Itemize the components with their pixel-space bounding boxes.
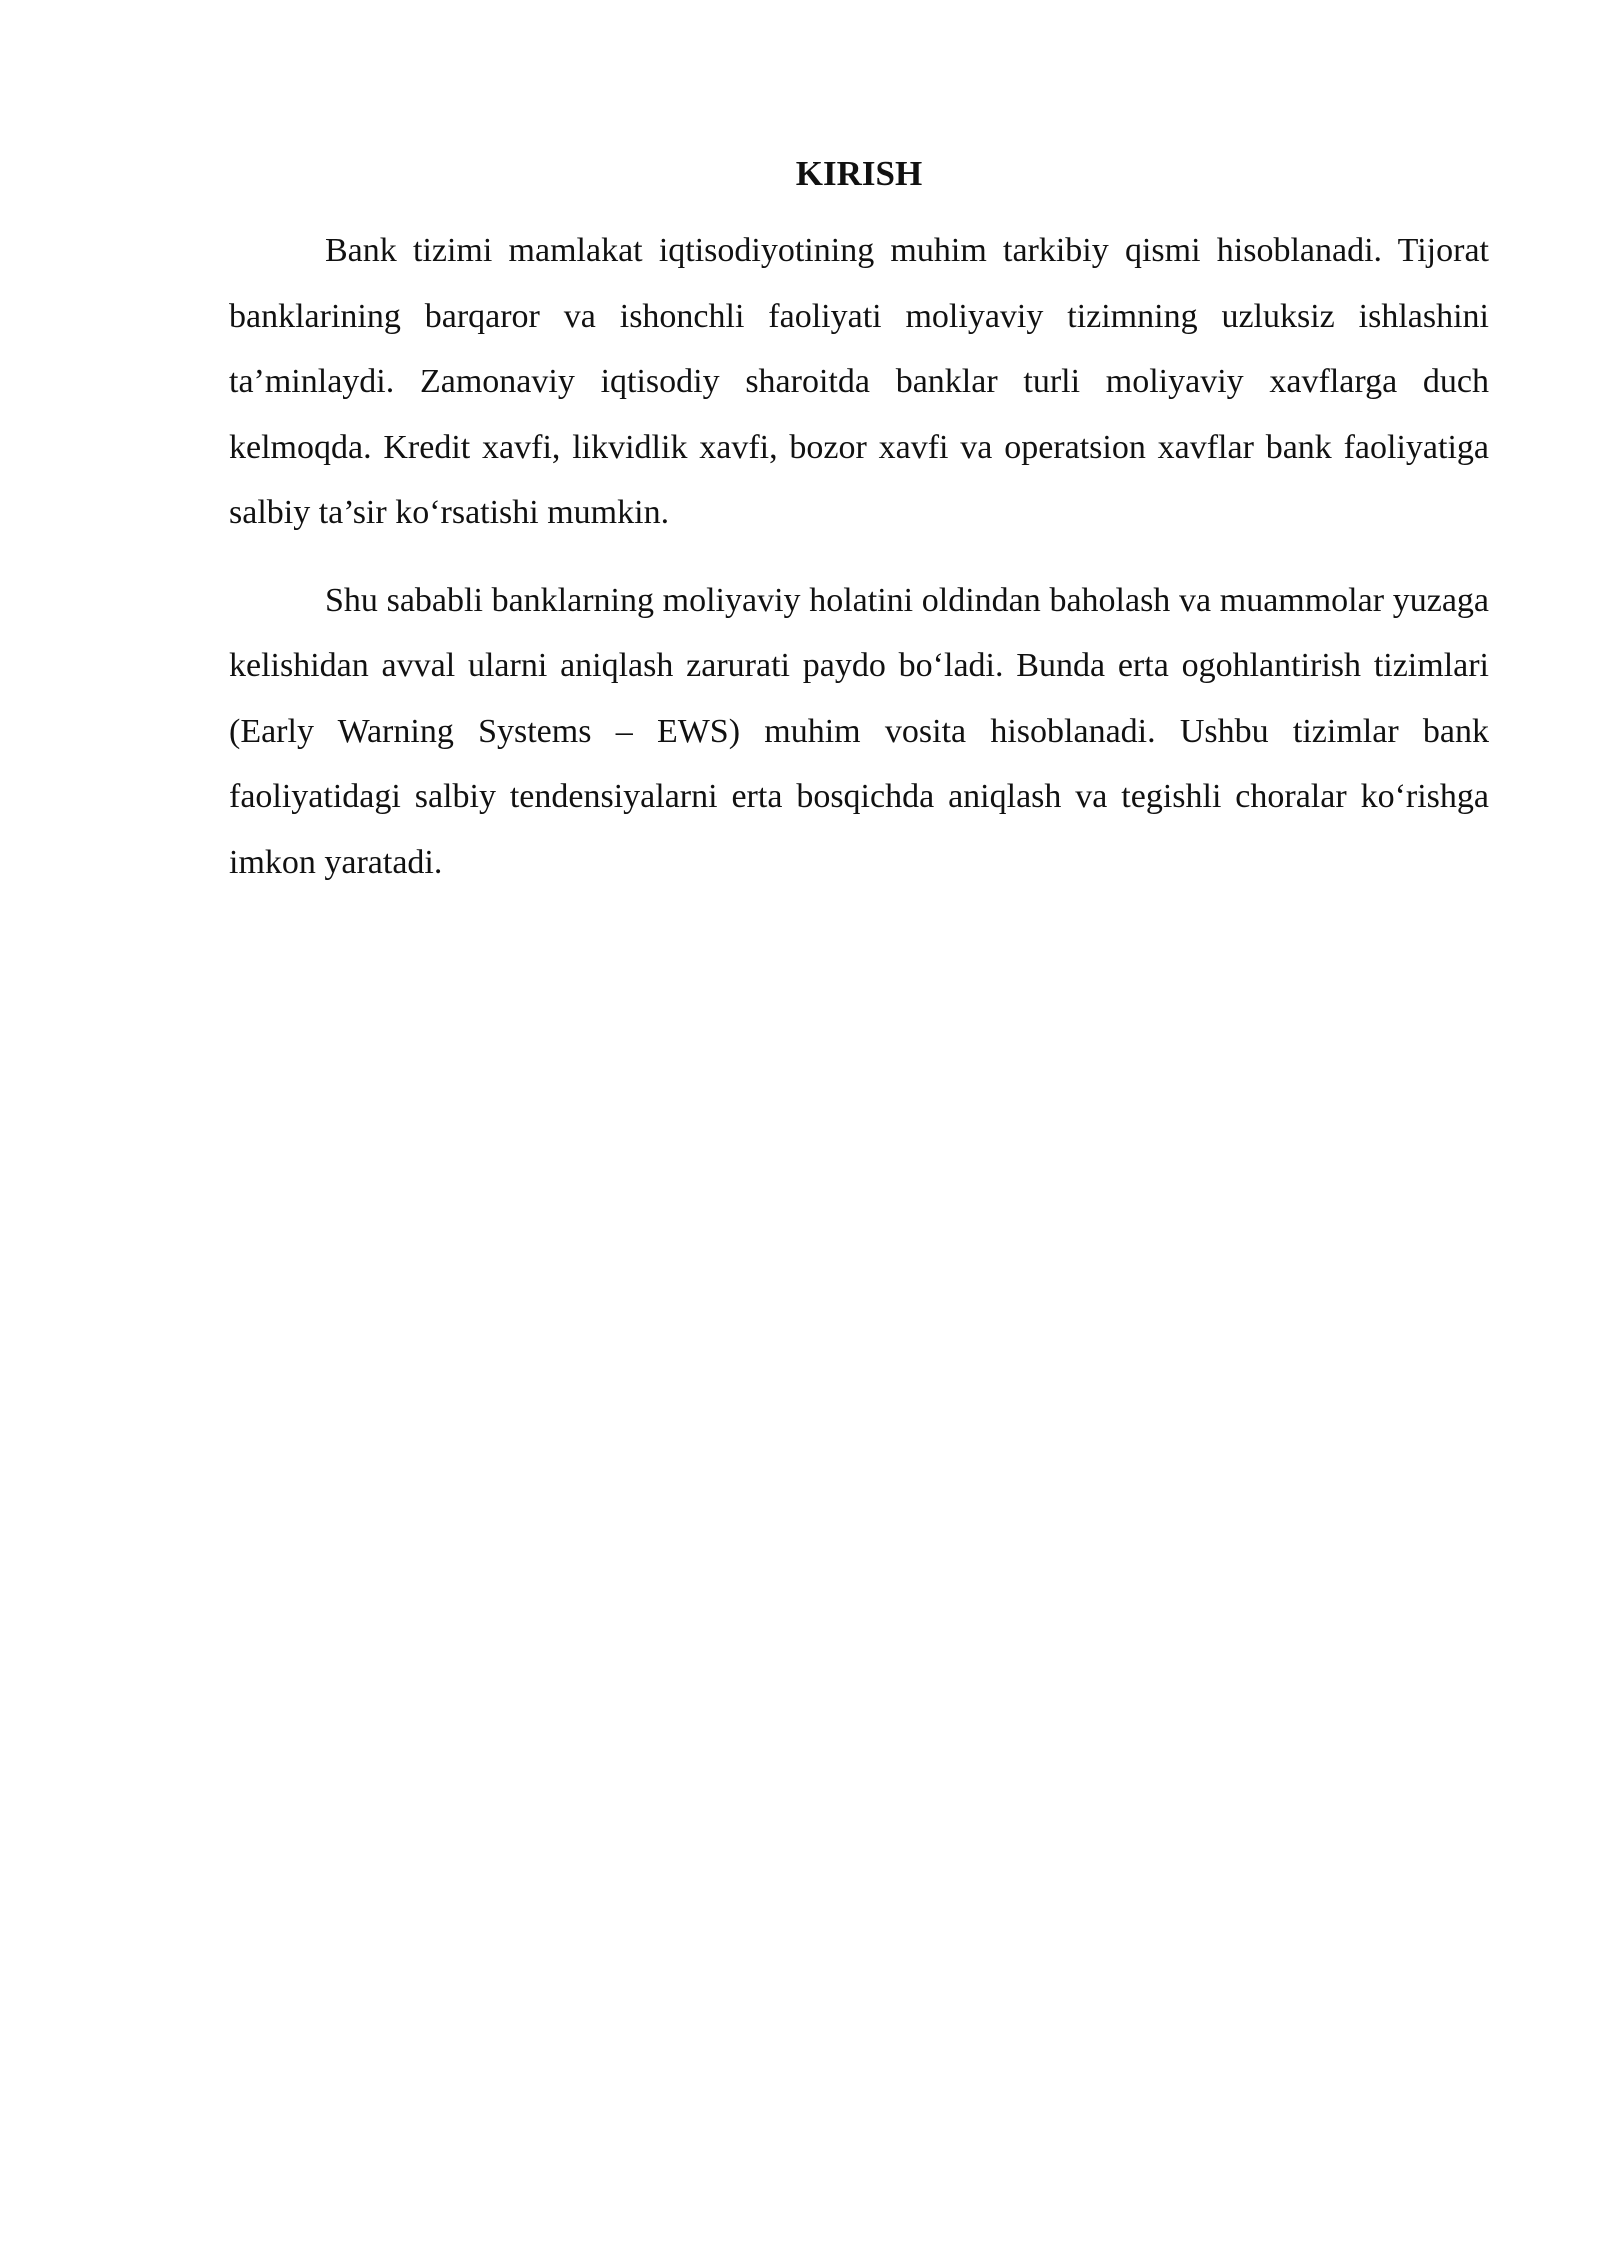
page-title: KIRISH	[795, 154, 923, 193]
paragraph-ews: Shu sababli banklarning moliyaviy holatini oldindan baholash va muammolar yuzaga kelishidan avval ularni aniqlash zarurati paydo bo‘ladi. Bunda erta ogohlantirish tizimlari (Early Warning Systems – EWS) muhim vosita hisoblanadi. Ushbu tizimlar bank faoliyatidagi salbiy tendensiyalarni erta bosqichda aniqlash va tegishli choralar ko‘rishga imkon yaratadi.	[229, 581, 1489, 881]
page-content	[229, 150, 1489, 895]
paragraph-intro: Bank tizimi mamlakat iqtisodiyotining muhim tarkibiy qismi hisoblanadi. Tijorat banklarining barqaror va ishonchli faoliyati moliyaviy tizimning uzluksiz ishlashini ta’minlaydi. Zamonaviy iqtisodiy sharoitda banklar turli moliyaviy xavflarga duch kelmoqda. Kredit xavfi, likvidlik xavfi, bozor xavfi va operatsion xavflar bank faoliyatiga salbiy ta’sir ko‘rsatishi mumkin.	[229, 232, 1489, 531]
